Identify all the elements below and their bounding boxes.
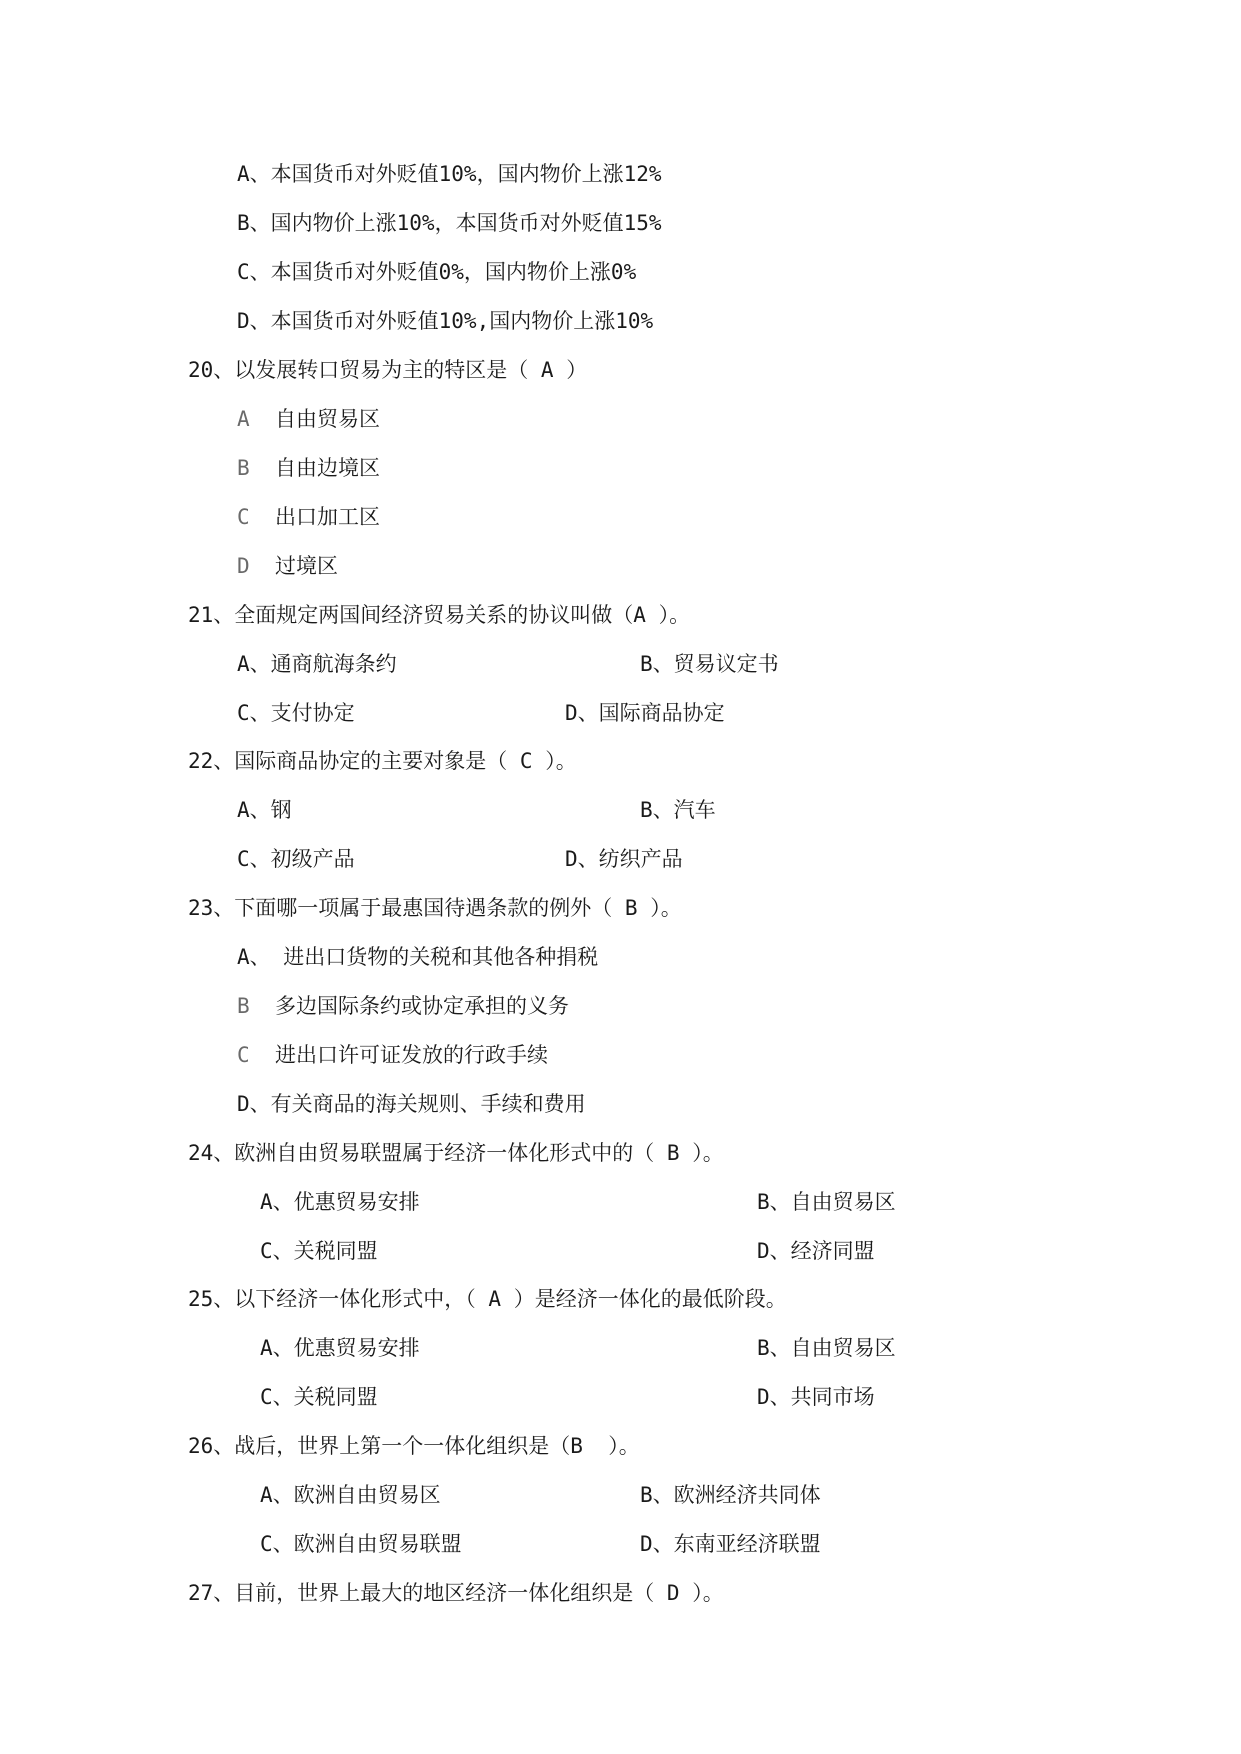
q19-option-c: C、本国货币对外贬值0%，国内物价上涨0% [237,260,637,284]
q20-option-d-text: 过境区 [275,554,338,578]
q23-option-a: A、 进出口货物的关税和其他各种捐税 [237,945,599,969]
q19-option-d: D、本国货币对外贬值10%,国内物价上涨10% [237,309,654,333]
q20-option-a-letter: A [237,407,250,431]
q22-option-b: B、汽车 [640,798,716,822]
q23-option-c [237,1040,548,1070]
q20-option-a-text: 自由贸易区 [275,407,380,431]
q20-option-c-letter: C [237,505,250,529]
q23-option-c-letter: C [237,1043,250,1067]
q20-option-b-letter: B [237,456,250,480]
q26-stem: 26、战后，世界上第一个一体化组织是（B ）。 [188,1434,640,1458]
q20-option-b-text: 自由边境区 [275,456,380,480]
q22-stem: 22、国际商品协定的主要对象是（ C ）。 [188,749,577,773]
q20-option-d [237,551,338,581]
q20-option-c-text: 出口加工区 [275,505,380,529]
q25-option-a: A、优惠贸易安排 [260,1336,420,1360]
q26-option-a: A、欧洲自由贸易区 [260,1483,441,1507]
q24-option-a: A、优惠贸易安排 [260,1190,420,1214]
q22-option-a: A、钢 [237,798,292,822]
q21-option-b: B、贸易议定书 [640,652,779,676]
q26-option-b: B、欧洲经济共同体 [640,1483,821,1507]
q26-option-c: C、欧洲自由贸易联盟 [260,1532,462,1556]
q20-option-a [237,404,380,434]
q23-option-c-text: 进出口许可证发放的行政手续 [275,1043,548,1067]
q20-option-c [237,502,380,532]
q19-option-b: B、国内物价上涨10%，本国货币对外贬值15% [237,211,662,235]
q20-option-d-letter: D [237,554,250,578]
q19-option-a: A、本国货币对外贬值10%，国内物价上涨12% [237,162,662,186]
q20-stem: 20、以发展转口贸易为主的特区是（ A ） [188,358,588,382]
q24-option-d: D、经济同盟 [757,1239,875,1263]
q25-option-b: B、自由贸易区 [757,1336,896,1360]
q21-option-a: A、通商航海条约 [237,652,397,676]
q20-option-b [237,453,380,483]
q21-stem: 21、全面规定两国间经济贸易关系的协议叫做（A ）。 [188,603,691,627]
q24-option-b: B、自由贸易区 [757,1190,896,1214]
q24-stem: 24、欧洲自由贸易联盟属于经济一体化形式中的（ B ）。 [188,1141,724,1165]
q23-option-b-letter: B [237,994,250,1018]
q26-option-d: D、东南亚经济联盟 [640,1532,821,1556]
q25-stem: 25、以下经济一体化形式中，（ A ）是经济一体化的最低阶段。 [188,1287,787,1311]
q22-option-c: C、初级产品 [237,847,355,871]
q23-option-d: D、有关商品的海关规则、手续和费用 [237,1092,586,1116]
q25-option-c: C、关税同盟 [260,1385,378,1409]
q23-option-b [237,991,569,1021]
q23-stem: 23、下面哪一项属于最惠国待遇条款的例外（ B ）。 [188,896,682,920]
q23-option-b-text: 多边国际条约或协定承担的义务 [275,994,569,1018]
q25-option-d: D、共同市场 [757,1385,875,1409]
q24-option-c: C、关税同盟 [260,1239,378,1263]
q21-option-c: C、支付协定 [237,701,355,725]
q21-option-d: D、国际商品协定 [565,701,725,725]
q22-option-d: D、纺织产品 [565,847,683,871]
q27-stem: 27、目前，世界上最大的地区经济一体化组织是（ D ）。 [188,1581,724,1605]
